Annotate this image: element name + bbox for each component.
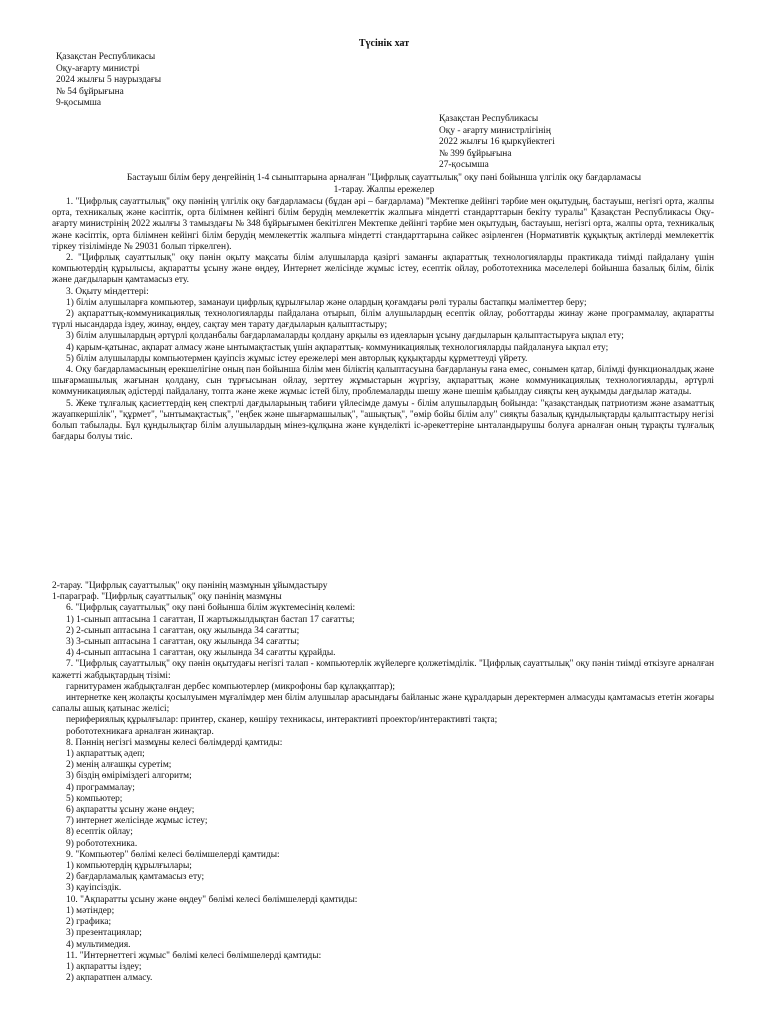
paragraph-10: 10. "Ақпаратты ұсыну және өңдеу" бөлімі келесі бөлімшелерді қамтиды:: [66, 894, 358, 905]
section-item: 5) компьютер;: [66, 793, 123, 804]
section-item: 2) менің алғашқы суретім;: [66, 760, 172, 771]
paragraph-7: 7. "Цифрлық сауаттылық" оқу пәнін оқытудағы негізгі талап - компьютерлік жүйелерге қолжетімділік. "Цифрлық сауаттылық" оқу пәнін тиімді өткізуге арналған кажетті жабдықтардың тізімі:: [52, 659, 714, 681]
task-item: 2) ақпараттық-коммуникациялық технологияларды пайдалана отырып, білім алушылардың есептік ойлау, роботтарды жинау және программалау, ақпаратты түрлі нысандарда іздеу, жинау, өңдеу, сақтау мен тарату дағдыларын қалыптастыру;: [52, 309, 714, 331]
left-header-line: 2024 жылғы 5 наурыздағы: [56, 75, 162, 85]
section-item: 1) ақпараттық әдеп;: [66, 749, 145, 760]
paragraph-5: 5. Жеке тұлғалық қасиеттердің кең спектрлі дағдыларының табиғи үйлесімде дамуы - білім алушылардың бойында: "қазақстандық патриотизм және азаматтық жауапкершілік", "құрмет", "ынтымақтастық", "еңбек және шығармашылық", "ашықтық", "өмір бойы білім алу" сияқты базалық құндылықтарды қалыптастыру негізі болып табылады. Бұл құндылықтар білім алушылардың мінез-құлқына және күнделікті іс-әрекеттеріне ынталандырушы болуға арналған оның тұрақты тұлғалық бағдары болуы тиіс.: [52, 398, 714, 443]
subsection-item: 3) қауіпсіздік.: [66, 883, 122, 894]
right-header-line: Оқу - ағарту министрлігінің: [439, 125, 551, 136]
equipment-item: робототехникаға арналған жинақтар.: [66, 726, 214, 737]
paragraph-2: 2. "Цифрлық сауаттылық" оқу пәнін оқыту мақсаты білім алушыларда қазіргі заманғы ақпараттық технологияларды практикада тиімді пайдалану үшін компьютердің құрылысы, ақпаратты ұсыну және өңдеу, Интернет желісінде жұмыс істеу, есептік ойлау, робототехника мәселелері бойынша базалық білім, білік және дағдыларын қамтамасыз ету.: [52, 253, 714, 286]
paragraph-8: 8. Пәннің негізгі мазмұны келесі бөлімдерді қамтиды:: [66, 737, 283, 748]
subsection-item: 3) презентациялар;: [66, 928, 142, 939]
chapter-1-title: 1-тарау. Жалпы ережелер: [333, 185, 435, 195]
paragraph-9: 9. "Компьютер" бөлімі келесі бөлімшелерді қамтиды:: [66, 849, 280, 860]
left-header-line: Оқу-ағарту министрі: [56, 63, 140, 74]
right-header-block: [439, 114, 555, 172]
chapter-1-body: [52, 197, 714, 443]
program-title: Бастауыш білім беру деңгейінің 1-4 сыныптарына арналған "Цифрлық сауаттылық" оқу пәні бойынша үлгілік оқу бағдарламасы: [126, 173, 642, 183]
task-item: 1) білім алушыларға компьютер, заманауи цифрлық құрылғылар және олардың қоғамдағы рөлі туралы бастапқы мәліметтер беру;: [66, 297, 587, 308]
task-item: 4) қарым-қатынас, ақпарат алмасу және ынтымақтастық үшін ақпараттық- коммуникациялық технологияларды пайдалануға ықпал ету;: [66, 342, 609, 353]
grade-load-item: 4) 4-сынып аптасына 1 сағаттан, оқу жылында 34 сағатты құрайды.: [66, 648, 336, 659]
right-header-line: № 399 бұйрығына: [439, 148, 512, 159]
section-item: 8) есептік ойлау;: [66, 827, 133, 838]
section-item: 4) программалау;: [66, 782, 135, 793]
grade-load-item: 1) 1-сынып аптасына 1 сағаттан, II жартыжылдықтан бастап 17 сағатты;: [66, 614, 355, 625]
subsection-item: 2) графика;: [66, 917, 112, 928]
grade-load-item: 2) 2-сынып аптасына 1 сағаттан, оқу жылында 34 сағатты;: [66, 625, 300, 636]
chapter-2-title: 2-тарау. "Цифрлық сауаттылық" оқу пәнінің мазмұнын ұйымдастыру: [52, 581, 328, 591]
section-item: 6) ақпаратты ұсыну және өңдеу;: [66, 805, 195, 816]
equipment-item: перифериялық құрылғылар: принтер, сканер, көшіру техникасы, интерактивті проектор/интерактивті тақта;: [66, 715, 498, 726]
subsection-item: 4) мультимедия.: [66, 939, 131, 950]
paragraph-1: 1. "Цифрлық сауаттылық" оқу пәнінің үлгілік оқу бағдарламасы (бұдан әрі – бағдарлама) "Мектепке дейінгі тәрбие мен оқытудың, бастауыш, негізгі орта, жалпы орта, техникалық және кәсіптік, орта білімнен кейінгі білім берудің мемлекеттік жалпыға міндетті стандарттарын бекіту туралы" Қазақстан Республикасы Оқу-ағарту министрінің 2022 жылғы 3 тамыздағы № 348 бұйрығымен бекітілген Мектепке дейінгі тәрбие мен оқытудың, бастауыш, негізгі орта, жалпы орта, техникалық және кәсіптік, орта білімнен кейінгі білім берудің мемлекеттік жалпыға міндетті стандарттарына сәйкес әзірленген (Нормативтік құқықтық актілерді мемлекеттік тіркеу тізілімінде № 29031 болып тіркелген).: [52, 197, 714, 252]
right-header-line: 2022 жылғы 16 қыркүйектегі: [439, 137, 555, 147]
subsection-item: 1) ақпаратты іздеу;: [66, 961, 142, 972]
task-item: 3) білім алушылардың әртүрлі қолданбалы бағдарламаларды қолдану арқылы өз идеяларын ұсыну дағдыларын қалыптастыруға ықпал ету;: [66, 331, 624, 342]
right-header-line: 27-қосымша: [439, 160, 489, 170]
left-header-line: № 54 бұйрығына: [56, 86, 124, 97]
grade-load-item: 3) 3-сынып аптасына 1 сағаттан, оқу жылында 34 сағатты;: [66, 637, 300, 648]
subsection-item: 2) бағдарламалық қамтамасыз ету;: [66, 872, 205, 883]
chapter-2-body: [52, 581, 714, 984]
section-item: 7) интернет желісінде жұмыс істеу;: [66, 816, 208, 827]
subsection-item: 2) ақпаратпен алмасу.: [66, 973, 153, 984]
task-item: 5) білім алушыларды компьютермен қауіпсіз жұмыс істеу ережелері мен авторлық құқықтарды құрметтеуді үйрету.: [66, 353, 528, 364]
right-header-line: Қазақстан Республикасы: [439, 114, 539, 124]
paragraph-6: 6. "Цифрлық сауаттылық" оқу пәні бойынша білім жүктемесінің көлемі:: [66, 603, 356, 614]
equipment-item: интернетке кең жолақты қосылуымен мұғалімдер мен білім алушылар арасындағы байланыс және құралдарын деректермен алмасуды қамтамасыз ететін жоғары сапалы ашық қатынас желісі;: [52, 693, 714, 715]
paragraph-3: 3. Оқыту міндеттері:: [66, 286, 149, 297]
left-header-line: Қазақстан Республикасы: [56, 52, 156, 62]
left-header-line: 9-қосымша: [56, 98, 102, 108]
left-header-block: [56, 52, 161, 110]
subsection-item: 1) компьютердің құрылғылары;: [66, 861, 192, 872]
subsection-item: 1) мәтіндер;: [66, 905, 115, 916]
paragraph-4: 4. Оқу бағдарламасының ерекшелігіне оның пән бойынша білім мен біліктің қалыптасуына бағдарлануы ғана емес, сонымен қатар, білімді функционалдық және шығармашылық жағынан қолдану, сын тұрғысынан ойлау, зерттеу жұмыстарын жүргізу, ақпараттық және коммуникациялық технологияларды, әртүрлі коммуникациялық әдістерді пайдалану, топта және жеке жұмыс істей білу, проблемаларды шешу және шешім қабылдау сияқты кең ауқымды дағдылар жатады.: [52, 365, 714, 398]
section-item: 3) біздің өміріміздегі алгоритм;: [66, 771, 192, 782]
paragraph-1-title: 1-параграф. "Цифрлық сауаттылық" оқу пәнінің мазмұны: [52, 592, 282, 603]
paragraph-11: 11. "Интернеттегі жұмыс" бөлімі келесі бөлімшелерді қамтиды:: [66, 950, 322, 961]
document-title: Түсінік хат: [358, 38, 410, 49]
section-item: 9) робототехника.: [66, 838, 138, 849]
equipment-item: гарнитурамен жабдықталған дербес компьютерлер (микрофоны бар құлаққаптар);: [66, 681, 395, 692]
